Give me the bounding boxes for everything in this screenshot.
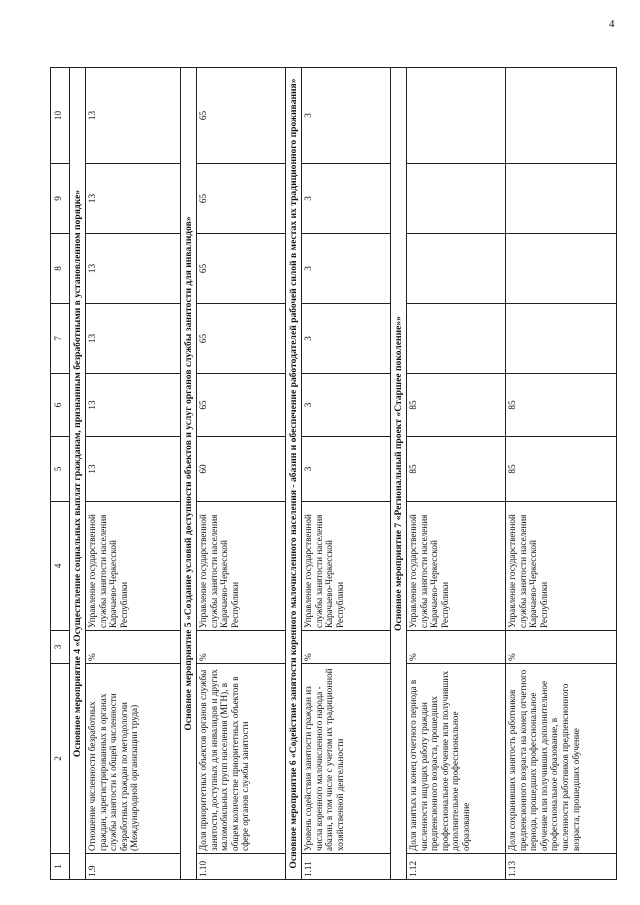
value-cell: 65: [197, 374, 286, 437]
executor-cell: Управление государственной службы занятости населения Карачаево-Черкесской Республики: [197, 502, 286, 631]
indicator-name: Отношение численности безработных граждан, зарегистрированных в органах службы занятости к общей численности безработных граждан по методологии (Международной организации труда): [86, 664, 181, 854]
value-cell: 3: [302, 437, 391, 502]
row-number: 1.11: [302, 854, 391, 880]
value-cell: [407, 304, 506, 374]
value-cell: [407, 68, 506, 164]
value-cell: 65: [197, 234, 286, 304]
value-cell: 3: [302, 374, 391, 437]
indicator-name: Доля занятых на конец отчетного периода в численности ищущих работу граждан предпенсионного возраста, прошедших профессиональное обучение или получивших дополнительное профессиональное образование: [407, 664, 506, 854]
value-cell: 3: [302, 234, 391, 304]
column-header: 1: [51, 854, 70, 880]
value-cell: [506, 164, 617, 234]
column-header: 7: [51, 304, 70, 374]
table-row: [302, 68, 391, 880]
executor-cell: Управление государственной службы занятости населения Карачаево-Черкесской Республики: [506, 502, 617, 631]
column-header: 3: [51, 631, 70, 664]
value-cell: 65: [197, 304, 286, 374]
table-row: [197, 68, 286, 880]
value-cell: 85: [407, 374, 506, 437]
unit-cell: %: [197, 631, 286, 664]
column-header: 2: [51, 664, 70, 854]
value-cell: [506, 68, 617, 164]
value-cell: 3: [302, 68, 391, 164]
section-title: Основное мероприятие 7 «Региональный проект «Старшее поколение»»: [391, 68, 407, 880]
column-header: 5: [51, 437, 70, 502]
unit-cell: %: [86, 631, 181, 664]
table-row: [506, 68, 617, 880]
value-cell: [506, 304, 617, 374]
value-cell: [407, 234, 506, 304]
value-cell: 85: [506, 437, 617, 502]
row-number: 1.13: [506, 854, 617, 880]
unit-cell: %: [506, 631, 617, 664]
column-header: 10: [51, 68, 70, 164]
indicator-name: Уровень содействия занятости граждан из числа коренного малочисленного народа - абазин, в том числе с учетом их традиционной хозяйственной деятельности: [302, 664, 391, 854]
row-number: 1.9: [86, 854, 181, 880]
row-number: 1.12: [407, 854, 506, 880]
indicators-table: [50, 67, 617, 880]
value-cell: 60: [197, 437, 286, 502]
section-header-row: [391, 68, 407, 880]
value-cell: 65: [197, 164, 286, 234]
value-cell: 13: [86, 234, 181, 304]
section-header-row: [70, 68, 86, 880]
section-title: Основное мероприятие 6 «Содействие занятости коренного малочисленного населения - абазин и обеспечение работодателей рабочей силой в местах их традиционного проживания»: [286, 68, 302, 880]
column-header: 8: [51, 234, 70, 304]
executor-cell: Управление государственной службы занятости населения Карачаево-Черкесской Республики: [302, 502, 391, 631]
value-cell: 3: [302, 304, 391, 374]
column-header: 9: [51, 164, 70, 234]
section-header-row: [181, 68, 197, 880]
table-row: [86, 68, 181, 880]
column-header: 6: [51, 374, 70, 437]
indicator-name: Доля сохранивших занятость работников предпенсионного возраста на конец отчетного периода, прошедших профессиональное обучение или получивших дополнительное профессиональное образование, в численности работников предпенсионного возраста, прошедших обучение: [506, 664, 617, 854]
value-cell: 13: [86, 68, 181, 164]
value-cell: 65: [197, 68, 286, 164]
column-header-row: [51, 68, 70, 880]
rotated-document: [50, 68, 608, 880]
section-title: Основное мероприятие 5 «Создание условий доступности объектов и услуг органов службы занятости для инвалидов»: [181, 68, 197, 880]
value-cell: 13: [86, 437, 181, 502]
value-cell: 13: [86, 374, 181, 437]
page-number: 4: [609, 18, 615, 30]
indicator-name: Доля приоритетных объектов органов службы занятости, доступных для инвалидов и других маломобильных групп населения (МГН), в общем количестве приоритетных объектов в сфере органов службы занятости: [197, 664, 286, 854]
executor-cell: Управление государственной службы занятости населения Карачаево-Черкесской Республики: [86, 502, 181, 631]
section-header-row: [286, 68, 302, 880]
value-cell: 13: [86, 304, 181, 374]
executor-cell: Управление государственной службы занятости населения Карачаево-Черкесской Республики: [407, 502, 506, 631]
unit-cell: %: [407, 631, 506, 664]
row-number: 1.10: [197, 854, 286, 880]
value-cell: 3: [302, 164, 391, 234]
value-cell: 85: [407, 437, 506, 502]
unit-cell: %: [302, 631, 391, 664]
section-title: Основное мероприятие 4 «Осуществление социальных выплат гражданам, признанным безработными в установленном порядке»: [70, 68, 86, 880]
column-header: 4: [51, 502, 70, 631]
value-cell: 85: [506, 374, 617, 437]
value-cell: [407, 164, 506, 234]
value-cell: [506, 234, 617, 304]
table-row: [407, 68, 506, 880]
value-cell: 13: [86, 164, 181, 234]
